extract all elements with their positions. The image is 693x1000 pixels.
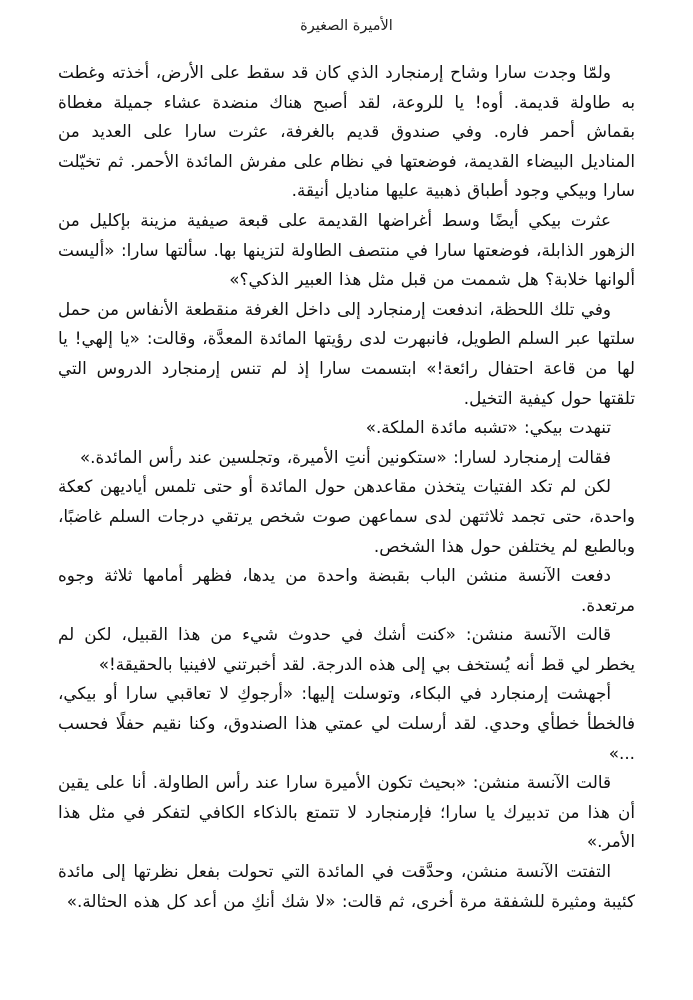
paragraph: تنهدت بيكي: «تشبه مائدة الملكة.» bbox=[365, 417, 611, 438]
running-head-title: الأميرة الصغيرة bbox=[300, 18, 393, 34]
paragraph: وفي تلك اللحظة، اندفعت إرمنجارد إلى داخل الغرفة منقطعة الأنفاس من حمل سلتها عبر السلم الطويل، فانبهرت لدى رؤيتها المائدة المعدَّة، وقالت: «يا إلهي! يا لها من قاعة احتفال رائعة!» ابتسمت سارا إذ لم تنس إرمنجارد الدروس التي تلقتها حول كيفية التخيل. bbox=[58, 298, 635, 408]
paragraph: أجهشت إرمنجارد في البكاء، وتوسلت إليها: «أرجوكِ لا تعاقبي سارا أو بيكي، فالخطأ خطأي وحدي. لقد أرسلت لي عمتي هذا الصندوق، وكنا نقيم حفلًا فحسب ...» bbox=[58, 683, 635, 763]
paragraph: قالت الآنسة منشن: «بحيث تكون الأميرة سارا عند رأس الطاولة. أنا على يقين أن هذا من تدبيرك يا سارا؛ فإرمنجارد لا تتمتع بالذكاء الكافي لتفكر في مثل هذا الأمر.» bbox=[58, 772, 635, 852]
paragraph: لكن لم تكد الفتيات يتخذن مقاعدهن حول المائدة أو حتى تلمس أياديهن كعكة واحدة، حتى تجمد ثلاثتهن لدى سماعهن صوت شخص يرتقي درجات السلم غاضبًا، وبالطبع لم يختلفن حول هذا الشخص. bbox=[58, 476, 635, 556]
paragraph: التفتت الآنسة منشن، وحدَّقت في المائدة التي تحولت بفعل نظرتها إلى مائدة كئيبة ومثيرة للشفقة مرة أخرى، ثم قالت: «لا شك أنكِ من أعد كل هذه الحثالة.» bbox=[58, 861, 635, 911]
paragraph: فقالت إرمنجارد لسارا: «ستكونين أنتِ الأميرة، وتجلسين عند رأس المائدة.» bbox=[79, 446, 611, 467]
paragraph: قالت الآنسة منشن: «كنت أشك في حدوث شيء من هذا القبيل، لكن لم يخطر لي قط أنه يُستخف بي إلى هذه الدرجة. لقد أخبرتني لافينيا بالحقيقة!» bbox=[58, 624, 635, 674]
paragraph: ولمّا وجدت سارا وشاح إرمنجارد الذي كان قد سقط على الأرض، أخذته وغطت به طاولة قديمة. أوه! يا للروعة، لقد أصبح هناك منضدة عشاء جميلة مغطاة بقماش أحمر فاره. وفي صندوق قديم بالغرفة، عثرت سارا على العديد من المناديل البيضاء القديمة، فوضعتها في نظام على مفرش المائدة الأحمر. ثم تخيّلت سارا وبيكي وجود أطباق ذهبية عليها مناديل أنيقة. bbox=[58, 62, 635, 201]
page-body bbox=[58, 58, 635, 916]
paragraph: دفعت الآنسة منشن الباب بقبضة واحدة من يدها، فظهر أمامها ثلاثة وجوه مرتعدة. bbox=[58, 565, 635, 615]
paragraph: عثرت بيكي أيضًا وسط أغراضها القديمة على قبعة صيفية مزينة بإكليل من الزهور الذابلة، فوضعتها سارا في منتصف الطاولة لتزينها بها. سألتها سارا: «أليست ألوانها خلابة؟ هل شممت من قبل مثل هذا العبير الذكي؟» bbox=[58, 209, 635, 290]
